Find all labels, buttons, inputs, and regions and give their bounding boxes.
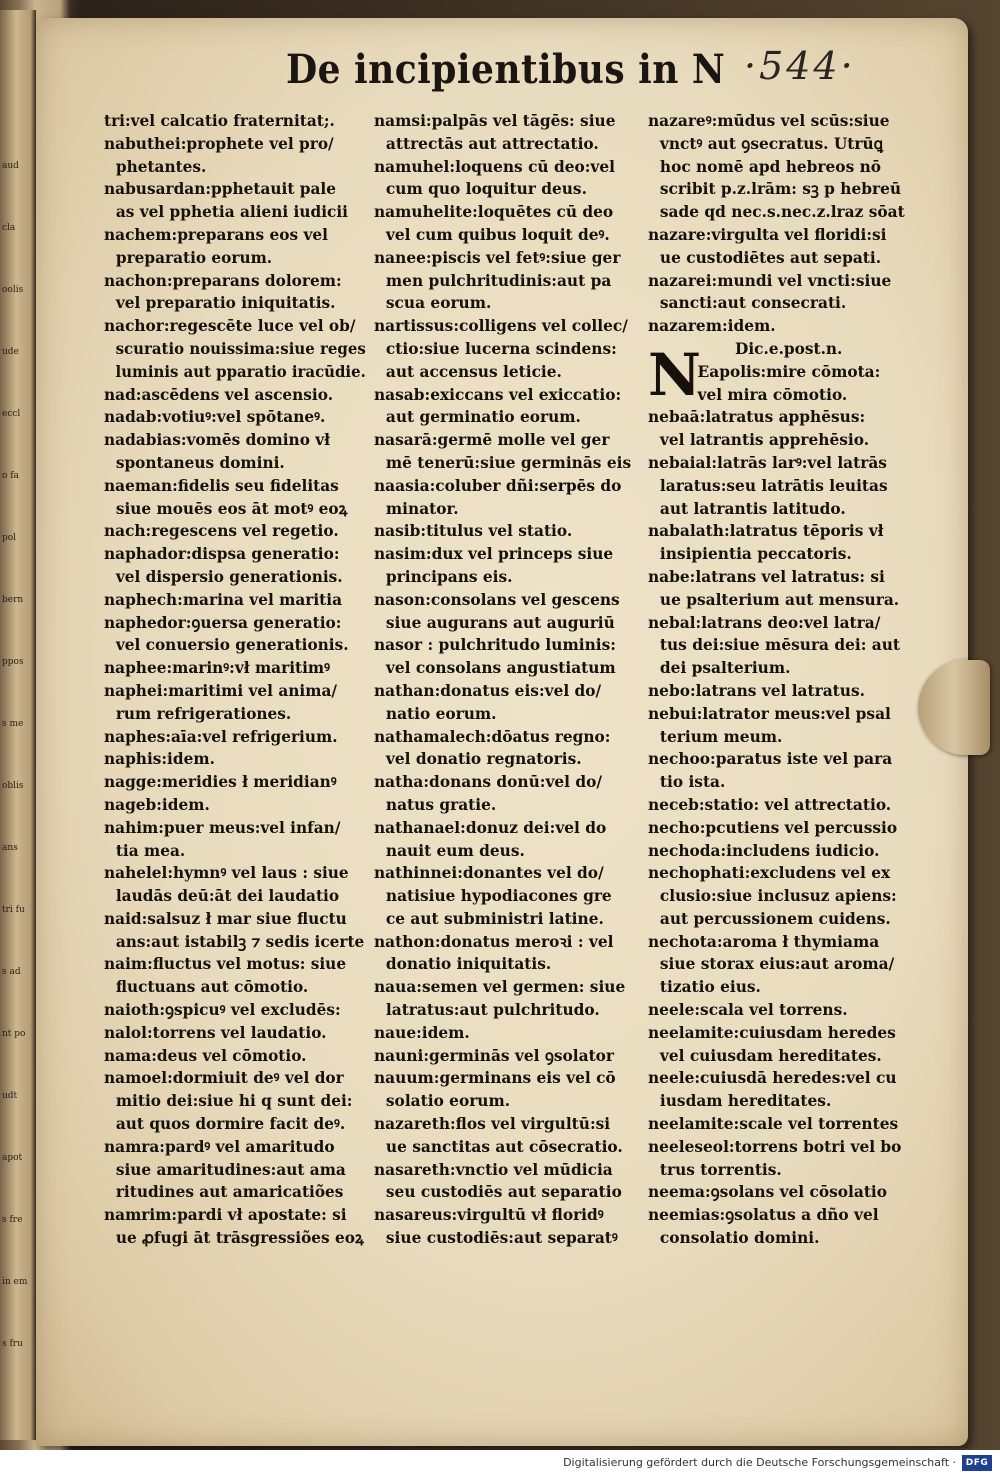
text-line: naid:salsuz ł mar siue fluctu [104, 908, 347, 928]
text-line: preparatio eorum. [115, 247, 273, 267]
facing-page-fragment: ans [2, 843, 18, 853]
text-column-1 [104, 110, 369, 1250]
text-line: trus torrentis. [659, 1159, 782, 1179]
text-line: vel latrantis apprehēsio. [659, 430, 870, 450]
text-line: tri:vel calcatio fraternitat;. [104, 111, 335, 130]
text-line: ce aut subministri latine. [385, 908, 604, 928]
text-line: nabe:latrans vel latratus: si [648, 566, 885, 586]
text-line: neelamite:cuiusdam heredes [648, 1022, 896, 1042]
text-line: natus gratie. [385, 794, 497, 814]
text-line: fluctuans aut cōmotio. [115, 977, 309, 997]
text-line: naioth:ꝯspicuꝰ vel excludēs: [104, 1000, 341, 1020]
text-line: mitio dei:siue hi q sunt dei: [115, 1091, 353, 1111]
text-line: naphech:marina vel maritia [104, 589, 343, 609]
text-line: naphedor:ꝯuersa generatio: [104, 612, 342, 632]
text-line: vel preparatio iniquitatis. [115, 293, 336, 313]
text-line: insipientia peccatoris. [659, 544, 852, 564]
text-line: mē tenerū:siue germinās eis [385, 452, 632, 472]
text-line: vnctꝰ aut ꝯsecratus. Utrūꝗ [659, 133, 884, 153]
text-line: nebui:latrator meus:vel psal [648, 703, 891, 723]
text-line: minator. [385, 498, 459, 518]
text-line: siue amaritudines:aut ama [115, 1159, 346, 1179]
text-line: nadabias:vomēs domino vł [104, 430, 331, 450]
text-line: laratus:seu latrātis leuitas [659, 475, 888, 495]
text-line: nasib:titulus vel statio. [374, 521, 573, 541]
text-line: consolatio domini. [659, 1228, 820, 1248]
text-line: nad:ascēdens vel ascensio. [104, 384, 334, 404]
text-line: nason:consolans vel gescens [374, 589, 620, 609]
text-line: vel mira cōmotio. [697, 384, 848, 404]
text-line: neemias:ꝯsolatus a dño vel [648, 1205, 879, 1225]
text-line: nechoda:includens iudicio. [648, 840, 880, 860]
text-line: scuratio nouissima:siue reges [115, 338, 366, 358]
text-line: spontaneus domini. [115, 452, 285, 472]
text-line: aut percussionem cuidens. [659, 908, 891, 928]
text-line: nadab:votiuꝰ:vel spōtaneꝰ. [104, 407, 326, 427]
text-line: phetantes. [115, 156, 207, 176]
facing-page-fragment: apot [2, 1153, 23, 1163]
text-line: vel consolans angustiatum [385, 658, 616, 678]
text-line: scua eorum. [385, 293, 492, 313]
text-line: ue sanctitas aut cōsecratio. [385, 1136, 623, 1156]
text-line: principans eis. [385, 566, 513, 586]
text-line: naphes:aīa:vel refrigerium. [104, 726, 338, 746]
text-line: nathanael:donuz dei:vel do [374, 817, 607, 837]
folio-number: ·544· [744, 44, 856, 88]
text-line: seu custodiēs aut separatio [385, 1182, 622, 1202]
text-line: nathon:donatus meroꝛi : vel [374, 931, 614, 951]
text-line: nazareꝰ:mūdus vel scūs:siue [648, 111, 890, 130]
text-line: necho:pcutiens vel percussio [648, 817, 898, 837]
text-line: nachem:preparans eos vel [104, 224, 328, 244]
text-line: aut germinatio eorum. [385, 407, 581, 427]
text-line: nahelel:hymnꝰ vel laus : siue [104, 863, 349, 883]
text-line: nasim:dux vel princeps siue [374, 544, 614, 564]
facing-page-fragment: cla [2, 223, 16, 233]
text-line: nauum:germinans eis vel cō [374, 1068, 616, 1088]
facing-page-fragment: oblis [2, 781, 24, 791]
facing-page-fragment: aud [2, 161, 19, 171]
text-line: nazareth:flos vel virgultū:si [374, 1114, 611, 1134]
text-line: aut quos dormire facit deꝰ. [115, 1114, 346, 1134]
text-line: sade qd nec.s.nec.z.lraz sōat [659, 202, 905, 222]
text-line: vel conuersio generationis. [115, 635, 349, 655]
text-line: nabusardan:pphetauit pale [104, 179, 337, 199]
facing-page-fragment: in em [2, 1277, 28, 1287]
page-header [286, 42, 886, 102]
text-line: scribit p.z.lrām: sꝫ p hebreū [659, 179, 902, 199]
text-line: laudās deū:āt dei laudatio [115, 886, 340, 906]
text-line: nasareus:virgultū vł floridꝰ [374, 1205, 604, 1225]
text-line: as vel pphetia alieni iudicii [115, 202, 348, 222]
text-line: nathan:donatus eis:vel do/ [374, 680, 602, 700]
text-line: neceb:statio: vel attrectatio. [648, 794, 892, 814]
text-line: nebal:latrans deo:vel latra/ [648, 612, 881, 632]
text-line: namsi:palpās vel tāgēs: siue [374, 111, 616, 130]
text-line: nama:deus vel cōmotio. [104, 1045, 307, 1065]
text-line: nechoo:paratus iste vel para [648, 749, 893, 769]
text-line: ue custodiētes aut sepati. [659, 247, 882, 267]
text-line: siue custodiēs:aut separatꝰ [385, 1228, 618, 1248]
facing-page-fragment: s me [2, 719, 24, 729]
text-line: ans:aut istabilꝫ ⁊ sedis icerte [115, 931, 365, 951]
text-line: ue ꝓfugi āt trāsgressiões eoꝝ [115, 1228, 364, 1248]
text-line: nazare:virgulta vel floridi:si [648, 224, 887, 244]
text-line: nasareth:vnctio vel mūdicia [374, 1159, 613, 1179]
text-line: ctio:siue lucerna scindens: [385, 338, 617, 358]
facing-page-fragment: oolis [2, 285, 24, 295]
text-line: nageb:idem. [104, 794, 210, 814]
text-line: nalol:torrens vel laudatio. [104, 1022, 327, 1042]
text-line: nagge:meridies ł meridianꝰ [104, 772, 337, 792]
text-line: solatio eorum. [385, 1091, 511, 1111]
text-line: vel donatio regnatoris. [385, 749, 582, 769]
text-line: namoel:dormiuit deꝰ vel dor [104, 1068, 344, 1088]
text-line: iusdam hereditates. [659, 1091, 832, 1111]
text-line: namra:pardꝰ vel amaritudo [104, 1136, 335, 1156]
text-line: siue storax eius:aut aroma/ [659, 954, 895, 974]
text-line: nathinnei:donantes vel do/ [374, 863, 604, 883]
text-line: neele:cuiusdā heredes:vel cu [648, 1068, 897, 1088]
text-line: vel cum quibus loquit deꝰ. [385, 224, 610, 244]
text-line: nebaā:latratus apphēsus: [648, 407, 866, 427]
text-line: natha:donans donū:vel do/ [374, 772, 602, 792]
text-line: rum refrigerationes. [115, 703, 292, 723]
facing-page-fragment: ppos [2, 657, 24, 667]
text-line: latratus:aut pulchritudo. [385, 1000, 600, 1020]
text-line: naasia:coluber dñi:serpēs do [374, 475, 622, 495]
text-line: naim:fluctus vel motus: siue [104, 954, 347, 974]
text-line: men pulchritudinis:aut pa [385, 270, 612, 290]
footer-credit: Digitalisierung gefördert durch die Deutsche Forschungsgemeinschaft · [563, 1456, 956, 1469]
text-line: nachor:regescēte luce vel ob/ [104, 316, 356, 336]
text-line: vel cuiusdam hereditates. [659, 1045, 882, 1065]
text-line: nauni:germinās vel ꝯsolator [374, 1045, 615, 1065]
text-line: nathamalech:dōatus regno: [374, 726, 611, 746]
text-line: nechota:aroma ł thymiama [648, 931, 880, 951]
text-line: nebo:latrans vel latratus. [648, 680, 865, 700]
text-line: sancti:aut consecrati. [659, 293, 847, 313]
dfg-logo: DFG [962, 1455, 992, 1471]
text-line: naphador:dispsa generatio: [104, 544, 340, 564]
text-line: terium meum. [659, 726, 783, 746]
text-line: Dic.e.post.n. [735, 338, 843, 358]
text-line: nach:regescens vel regetio. [104, 521, 339, 541]
text-line: nazarem:idem. [648, 316, 776, 336]
text-line: cum quo loquitur deus. [385, 179, 587, 199]
text-line: tus dei:siue mēsura dei: aut [659, 635, 901, 655]
text-line: neelamite:scale vel torrentes [648, 1114, 899, 1134]
text-line: tia mea. [115, 840, 186, 860]
text-line: naphis:idem. [104, 749, 215, 769]
facing-page-fragment: ude [2, 347, 19, 357]
facing-page-fragment: s fru [2, 1339, 23, 1349]
text-line: attrectās aut attrectatio. [385, 133, 599, 153]
text-line: neele:scala vel torrens. [648, 1000, 848, 1020]
text-line: nasab:exiccans vel exiccatio: [374, 384, 622, 404]
text-line: luminis aut pparatio iracūdie. [115, 361, 366, 381]
text-line: nanee:piscis vel fetꝰ:siue ger [374, 247, 621, 267]
text-line: nazarei:mundi vel vncti:siue [648, 270, 892, 290]
text-line: nasarā:germē molle vel ger [374, 430, 610, 450]
facing-page-fragment: nt po [2, 1029, 26, 1039]
text-line: naphei:maritimi vel anima/ [104, 680, 338, 700]
text-line: natisiue hypodiacones gre [385, 886, 612, 906]
facing-page-fragment: tri fu [2, 905, 25, 915]
text-line: aut latrantis latitudo. [659, 498, 846, 518]
facing-page-fragment: o fa [2, 471, 19, 481]
text-line: nebaial:latrās larꝰ:vel latrās [648, 452, 887, 472]
facing-page-fragment: pol [2, 533, 17, 543]
text-line: namuhelite:loquētes cū deo [374, 202, 614, 222]
text-line: siue mouēs eos āt motꝰ eoꝝ [115, 498, 348, 518]
facing-page-fragment: eccl [2, 409, 21, 419]
text-line: ritudines aut amaricatiões [115, 1182, 344, 1202]
text-line: tio ista. [659, 772, 726, 792]
drop-capital: N [648, 341, 702, 409]
text-column-2 [374, 110, 636, 1250]
left-page-edge [0, 10, 36, 1440]
text-line: tizatio eius. [659, 977, 761, 997]
text-line: aut accensus leticie. [385, 361, 562, 381]
facing-page-fragment: bern [2, 595, 24, 605]
facing-page-fragment: udt [2, 1091, 18, 1101]
text-line: namrim:pardi vł apostate: si [104, 1205, 347, 1225]
text-line: nabalath:latratus tēporis vł [648, 521, 884, 541]
facing-page-fragment: s ad [2, 967, 21, 977]
text-line: neema:ꝯsolans vel cōsolatio [648, 1182, 888, 1202]
text-line: hoc nomē apd hebreos nō [659, 156, 882, 176]
text-line: dei psalterium. [659, 658, 791, 678]
text-line: nabuthei:prophete vel pro/ [104, 133, 334, 153]
text-column-3 [648, 110, 910, 1250]
text-line: nachon:preparans dolorem: [104, 270, 342, 290]
text-line: Eapolis:mire cōmota: [697, 361, 881, 381]
text-line: naue:idem. [374, 1022, 470, 1042]
text-line: naeman:fidelis seu fidelitas [104, 475, 339, 495]
text-line: nauit eum deus. [385, 840, 525, 860]
text-line: nahim:puer meus:vel infan/ [104, 817, 341, 837]
text-line: nasor : pulchritudo luminis: [374, 635, 616, 655]
text-line: siue augurans aut auguriū [385, 612, 615, 632]
text-line: donatio iniquitatis. [385, 954, 552, 974]
text-line: naua:semen vel germen: siue [374, 977, 626, 997]
text-line: nechophati:excludens vel ex [648, 863, 891, 883]
text-line: natio eorum. [385, 703, 497, 723]
text-line: neeleseol:torrens botri vel bo [648, 1136, 902, 1156]
page-title: De incipientibus in N [286, 46, 726, 93]
text-line: nartissus:colligens vel collec/ [374, 316, 628, 336]
text-line: clusio:siue inclusuz apiens: [659, 886, 897, 906]
facing-page-fragment: s fre [2, 1215, 23, 1225]
text-line: namuhel:loquens cū deo:vel [374, 156, 615, 176]
text-line: vel dispersio generationis. [115, 566, 343, 586]
text-line: naphee:marinꝰ:vł maritimꝰ [104, 658, 331, 678]
footer-bar [0, 1450, 1000, 1477]
text-line: ue psalterium aut mensura. [659, 589, 900, 609]
